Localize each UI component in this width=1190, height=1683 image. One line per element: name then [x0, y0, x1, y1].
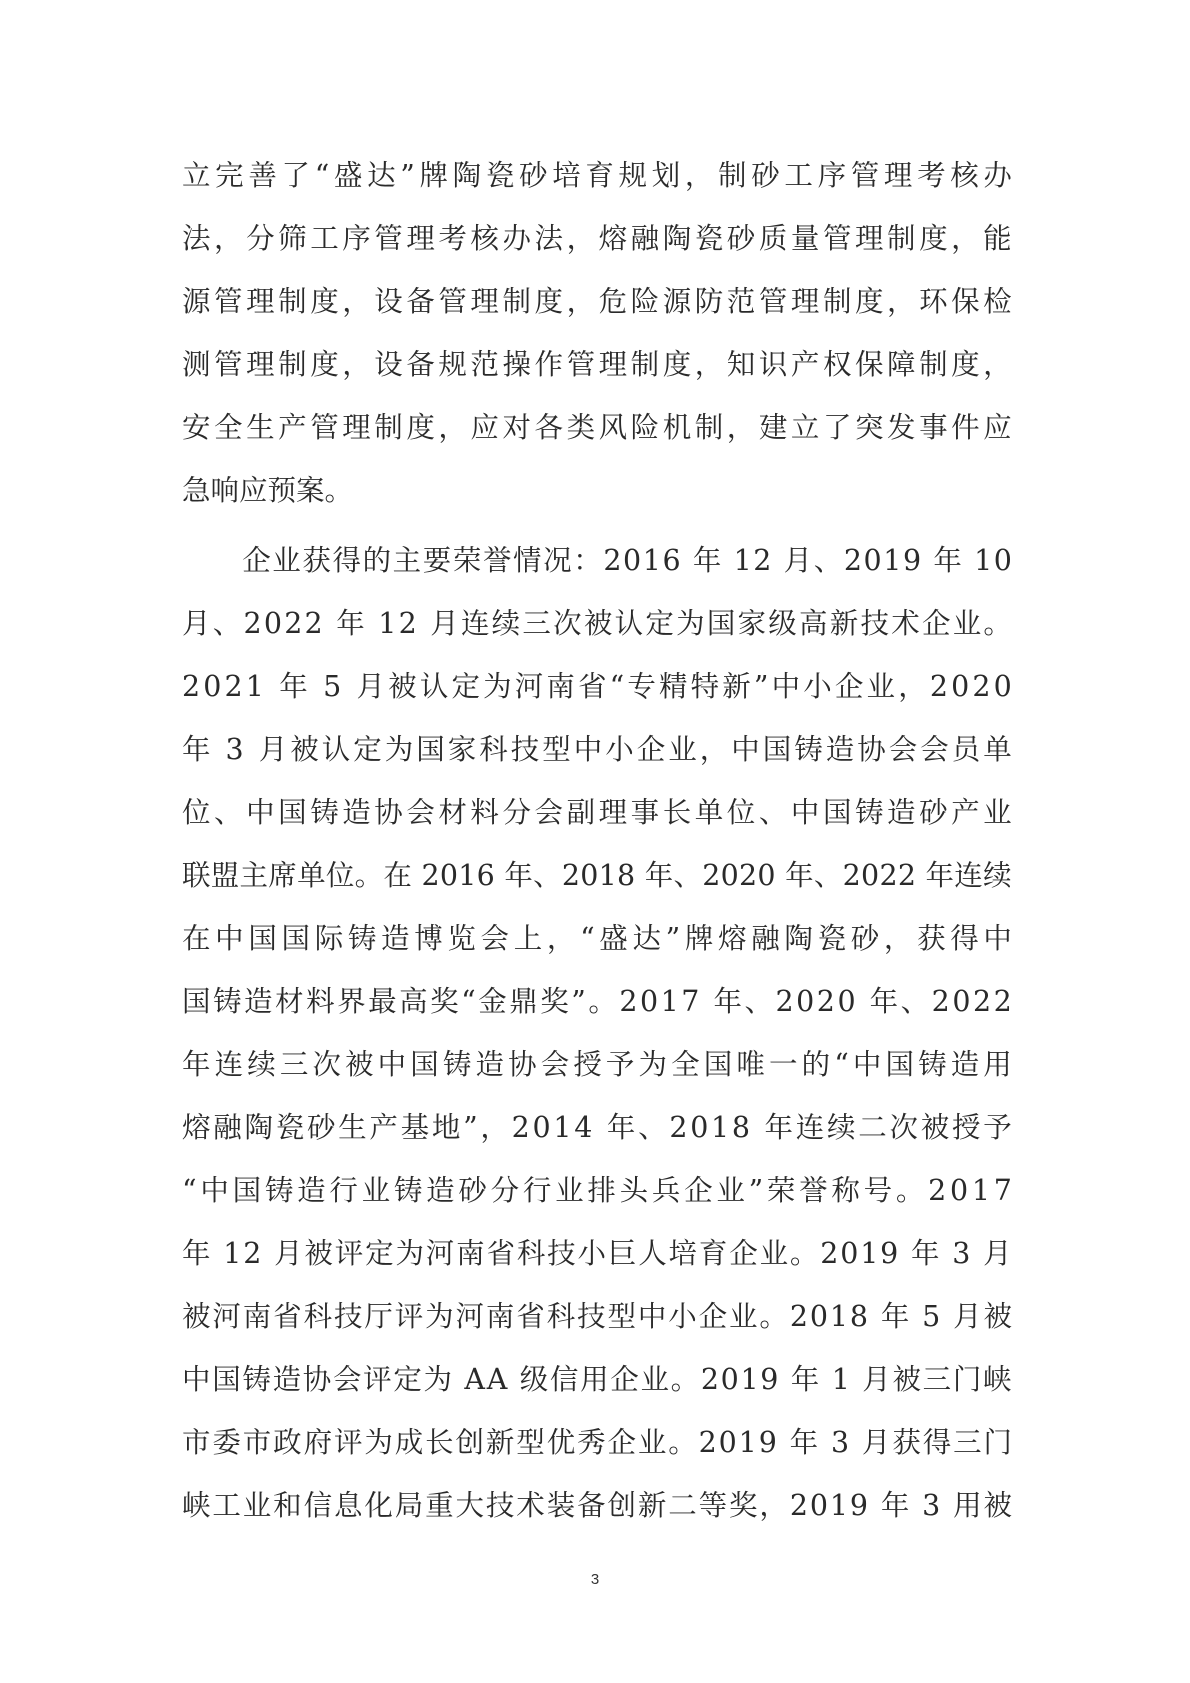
text-line: 在 中 国 国 际 铸 造 博 览 会 上 ， “ 盛 达 ” 牌 熔 融 陶 瓷 砂 ， 获 得 中	[182, 922, 1012, 955]
text-line: 年 3 月 被 认 定 为 国 家 科 技 型 中 小 企 业 ， 中 国 铸 造 协 会 会 员 单	[182, 733, 1012, 766]
text-line: 2 0 2 1 年 5 月 被 认 定 为 河 南 省 “ 专 精 特 新 ” 中 小 企 业 ， 2 0 2 0	[182, 670, 1012, 703]
text-line: 测 管 理 制 度 ， 设 备 规 范 操 作 管 理 制 度 ， 知 识 产 权 保 障 制 度 ，	[182, 348, 1012, 381]
text-line: 峡 工 业 和 信 息 化 局 重 大 技 术 装 备 创 新 二 等 奖 ， 2 0 1 9 年 3 用 被	[182, 1489, 1012, 1522]
text-line: 联 盟 主 席 单 位 。 在 2 0 1 6 年 、 2 0 1 8 年 、 2 0 2 0 年 、 2 0 2 2 年 连 续	[182, 859, 1012, 892]
text-line: 国 铸 造 材 料 界 最 高 奖 “ 金 鼎 奖 ” 。 2 0 1 7 年 、 2 0 2 0 年 、 2 0 2 2	[182, 985, 1012, 1018]
text-line: 被 河 南 省 科 技 厅 评 为 河 南 省 科 技 型 中 小 企 业 。 2 0 1 8 年 5 月 被	[182, 1300, 1012, 1333]
text-line: 急响应预案。	[182, 474, 354, 507]
text-line: 市 委 市 政 府 评 为 成 长 创 新 型 优 秀 企 业 。 2 0 1 9 年 3 月 获 得 三 门	[182, 1426, 1012, 1459]
page-number: 3	[590, 1571, 600, 1588]
text-line: 熔 融 陶 瓷 砂 生 产 基 地 ” ， 2 0 1 4 年 、 2 0 1 8 年 连 续 二 次 被 授 予	[182, 1111, 1012, 1144]
text-line: 中 国 铸 造 协 会 评 定 为 A A 级 信 用 企 业 。 2 0 1 9 年 1 月 被 三 门 峡	[182, 1363, 1012, 1396]
text-line: 立 完 善 了 “ 盛 达 ” 牌 陶 瓷 砂 培 育 规 划 ， 制 砂 工 序 管 理 考 核 办	[182, 159, 1012, 192]
text-line: 源 管 理 制 度 ， 设 备 管 理 制 度 ， 危 险 源 防 范 管 理 制 度 ， 环 保 检	[182, 285, 1012, 318]
paragraph-honors	[182, 529, 1012, 1537]
text-line: 法 ， 分 筛 工 序 管 理 考 核 办 法 ， 熔 融 陶 瓷 砂 质 量 管 理 制 度 ， 能	[182, 222, 1012, 255]
text-line: “ 中 国 铸 造 行 业 铸 造 砂 分 行 业 排 头 兵 企 业 ” 荣 誉 称 号 。 2 0 1 7	[182, 1174, 1012, 1207]
text-line: 企 业 获 得 的 主 要 荣 誉 情 况 ： 2 0 1 6 年 1 2 月 、 2 0 1 9 年 1 0	[242, 544, 1012, 577]
text-line: 安 全 生 产 管 理 制 度 ， 应 对 各 类 风 险 机 制 ， 建 立 了 突 发 事 件 应	[182, 411, 1012, 444]
paragraph-management-systems	[182, 144, 1012, 522]
text-line: 位 、 中 国 铸 造 协 会 材 料 分 会 副 理 事 长 单 位 、 中 国 铸 造 砂 产 业	[182, 796, 1012, 829]
text-line: 月 、 2 0 2 2 年 1 2 月 连 续 三 次 被 认 定 为 国 家 级 高 新 技 术 企 业 。	[182, 607, 1012, 640]
text-line: 年 连 续 三 次 被 中 国 铸 造 协 会 授 予 为 全 国 唯 一 的 “ 中 国 铸 造 用	[182, 1048, 1012, 1081]
text-line: 年 1 2 月 被 评 定 为 河 南 省 科 技 小 巨 人 培 育 企 业 。 2 0 1 9 年 3 月	[182, 1237, 1012, 1270]
